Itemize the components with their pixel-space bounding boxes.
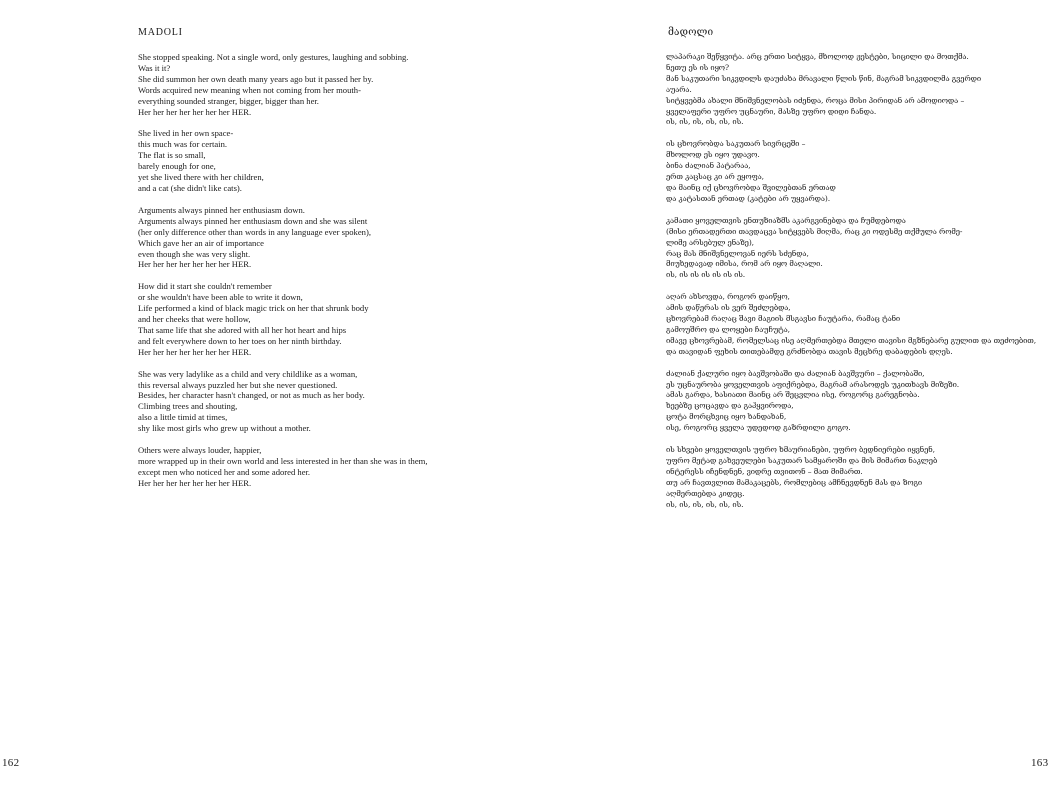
poem-line: Arguments always pinned her enthusiasm down and she was silent [138, 215, 368, 226]
poem-line: Her her her her her her her HER. [138, 346, 252, 357]
poem-line: ცოტა მორცხვიც იყო ხანდახან, [666, 412, 787, 422]
stanza [138, 128, 488, 193]
poem-line: (მისი ერთადერთი თავდაცვა სიტყვებს მიღმა, რაც კი ოდესმე თქმულა რომე- [666, 226, 963, 236]
poem-line: ისე, როგორც ყველა უდედოდ გაზრდილი გოგო. [666, 423, 851, 433]
poem-line: აღარ ახსოვდა, როგორ დაიწყო, [666, 292, 790, 302]
poem-line: და თავიდან ფეხის თითებამდე გრძნობდა თავის მეცხრე დაბადების დღეს. [666, 346, 953, 356]
poem-line: და კატასთან ერთად (კატები არ უყვარდა). [666, 193, 831, 203]
poem-line: Life performed a kind of black magic trick on her that shrunk body [138, 303, 369, 314]
poem-line: ის ცხოვრობდა საკუთარ სივრცეში – [666, 139, 806, 149]
poem-line: უფრო მეტად გახვეულები საკუთარ სამყაროში და მის მიმართ ნაკლებ [666, 456, 938, 465]
stanza [138, 445, 488, 489]
poem-line: or she wouldn't have been able to write it down, [138, 292, 303, 303]
poem-line: shy like most girls who grew up without a mother. [138, 423, 311, 434]
poem-line: Besides, her character hasn't changed, or not as much as her body. [138, 390, 365, 401]
poem-line: ის, ის, ის, ის, ის, ის. [666, 117, 744, 127]
poem-line: more wrapped up in their own world and less interested in her than she was in them, [138, 456, 428, 466]
stanza [666, 52, 996, 128]
poem-line: რაც მას მნიშვნელოვან იერს სძენდა, [666, 248, 809, 258]
georgian-poem-body [666, 52, 1037, 522]
english-poem-body [138, 52, 488, 500]
poem-line: ლაპარაკი შეწყვიტა. არც ერთი სიტყვა, მხოლოდ ჟესტები, სიცილი და მოთქმა. [666, 52, 969, 61]
poem-line: Climbing trees and shouting, [138, 401, 238, 412]
poem-line: ნეთუ ეს ის იყო? [666, 62, 729, 72]
poem-line: ხეებზე ცოცავდა და გაჰყვიროდა, [666, 401, 794, 411]
poem-line: იმავე ცხოვრებამ, რომელსაც ისე აღმერთებდა მთელი თავისი მგზნებარე გულით და თეძოებით, [666, 335, 1037, 345]
stanza [138, 281, 488, 357]
stanza [666, 369, 996, 434]
poem-line: The flat is so small, [138, 150, 206, 161]
stanza [138, 52, 488, 117]
poem-line: How did it start she couldn't remember [138, 281, 272, 292]
poem-line: ეს უცნაურობა ყოველთვის აფიქრებდა, მაგრამ არასოდეს უკითხავს მიზეზი. [666, 379, 960, 389]
poem-line: სიტყვებმა ახალი მნიშვნელობას იძენდა, როცა მისი პირიდან არ ამოდიოდა – [666, 95, 965, 105]
poem-line: აუარა. [666, 84, 692, 94]
poem-line: (her only difference other than words in any language ever spoken), [138, 226, 371, 237]
poem-line: ლიმე არსებულ ენაზე), [666, 237, 754, 247]
poem-line: ის სხვები ყოველთვის უფრო ხმაურიანები, უფრო ბედნიერები იყვნენ, [666, 445, 935, 455]
stanza [666, 216, 996, 281]
poem-line: Her her her her her her her HER. [138, 477, 252, 488]
poem-line: and a cat (she didn't like cats). [138, 182, 242, 193]
poem-line: თუ არ ჩავთვლით მამაკაცებს, რომლებიც ამჩნევდნენ მას და ზოგი [666, 477, 923, 487]
stanza [666, 292, 1037, 357]
poem-title-english: MADOLI [138, 27, 183, 38]
stanza [138, 369, 488, 434]
poem-line: ცხოვრებამ რაღაც შავი მაგიის მსგავსი ჩაუტარა, რამაც ტანი [666, 314, 901, 324]
stanza [666, 139, 996, 204]
poem-line: this reversal always puzzled her but she never questioned. [138, 379, 338, 390]
poem-line: და მაინც იქ ცხოვრობდა შვილებთან ერთად [666, 182, 836, 192]
poem-line: That same life that she adored with all her hot heart and hips [138, 324, 347, 335]
poem-line: ამას გარდა, ხასიათი მაინც არ შეცვლია ისე, როგორც გარეგნობა. [666, 390, 920, 400]
poem-line: everything sounded stranger, bigger, bigger than her. [138, 95, 319, 106]
poem-line: Which gave her an air of importance [138, 237, 264, 248]
poem-line: აღმერთებდა კიდეც. [666, 488, 745, 498]
page-number-left: 162 [2, 757, 20, 769]
poem-line: and felt everywhere down to her toes on her ninth birthday. [138, 335, 342, 346]
poem-line: ერთ კაცსაც კი არ ეყოფა, [666, 172, 764, 182]
poem-line: ძალიან ქალური იყო ბავშვობაში და ძალიან ბავშვური – ქალობაში, [666, 368, 925, 378]
poem-line: She stopped speaking. Not a single word, only gestures, laughing and sobbing. [138, 52, 409, 62]
stanza [666, 445, 996, 510]
poem-line: yet she lived there with her children, [138, 172, 264, 183]
page-number-right: 163 [1031, 757, 1048, 769]
poem-line: this much was for certain. [138, 139, 228, 150]
poem-line: also a little timid at times, [138, 412, 228, 423]
poem-line: barely enough for one, [138, 161, 216, 172]
poem-line: ბინა ძალიან პატარაა, [666, 161, 751, 171]
poem-line: Was it it? [138, 62, 171, 73]
poem-line: Words acquired new meaning when not coming from her mouth- [138, 84, 361, 95]
poem-line: and her cheeks that were hollow, [138, 314, 251, 325]
poem-line: ყველაფერი უფრო უცნაური, მასზე უფრო დიდი ჩანდა. [666, 106, 877, 116]
poem-line: გამოუშრო და ლოყები ჩაუჩუტა, [666, 324, 790, 334]
poem-line: კამათი ყოველთვის ენთუზიაზმს აკარგვინებდა და ჩუმდებოდა [666, 215, 906, 225]
left-page [0, 0, 500, 800]
poem-line: She did summon her own death many years ago but it passed her by. [138, 73, 374, 84]
poem-line: Her her her her her her her HER. [138, 259, 252, 270]
poem-line: She was very ladylike as a child and very childlike as a woman, [138, 368, 358, 379]
poem-line: ინტერესს იჩენდნენ, ვიდრე თვითონ – მათ მიმართ. [666, 466, 863, 476]
poem-line: Her her her her her her her HER. [138, 106, 252, 117]
poem-line: ამის დაწერას ის ვერ შეძლებდა, [666, 303, 791, 313]
poem-title-georgian: მადოლი [668, 27, 714, 38]
stanza [138, 205, 488, 270]
poem-line: ის, ის, ის, ის, ის, ის. [666, 499, 744, 509]
poem-line: even though she was very slight. [138, 248, 251, 259]
poem-line: მიუხედავად იმისა, რომ არ იყო მაღალი. [666, 259, 823, 269]
poem-line: except men who noticed her and some adored her. [138, 466, 311, 477]
poem-line: მან საკუთარი სიკვდილს დაუძახა მრავალი წლის წინ, მაგრამ სიკვდილმა გვერდი [666, 73, 981, 83]
poem-line: Others were always louder, happier, [138, 445, 262, 456]
poem-line: ის, ის ის ის ის ის ის. [666, 270, 746, 280]
poem-line: მხოლოდ ეს იყო უდავო. [666, 150, 760, 160]
poem-line: She lived in her own space- [138, 128, 234, 139]
poem-line: Arguments always pinned her enthusiasm down. [138, 204, 305, 215]
